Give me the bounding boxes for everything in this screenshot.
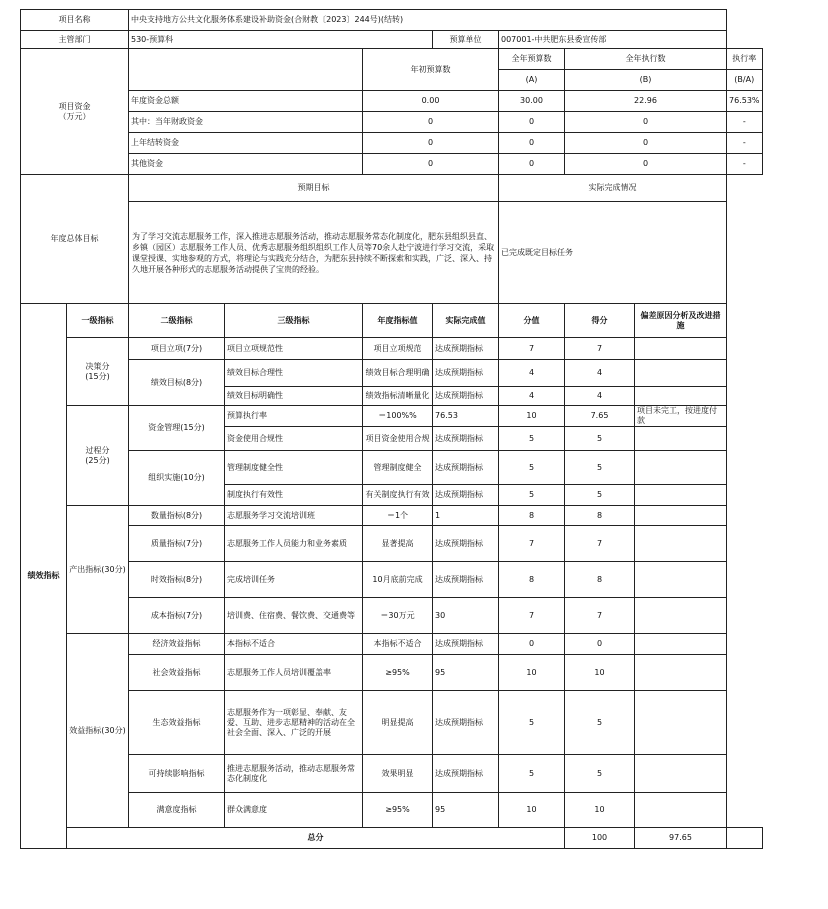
actual-cell: 95 [433,655,499,691]
score-cell: 10 [499,793,565,828]
got-cell: 5 [565,755,635,793]
expected-goal-text: 为了学习交流志愿服务工作，深入推进志愿服务活动，推动志愿服务常态化制度化，肥东县组织县直、乡镇（园区）志愿服务工作人员、优秀志愿服务组织组织工作人员等70余人赴宁波进行学习交流，采取课堂授课、实地参观的方式，将理论与实践充分结合，为肥东县持续不断探索和实践，广泛、深入、持久地开展各种形式的志愿服务活动提供了宝贵的经验。 [129,202,499,304]
l3-cell: 资金使用合规性 [225,427,363,451]
l3-cell: 推进志愿服务活动，推动志愿服务常态化制度化 [225,755,363,793]
got-cell: 7 [565,526,635,562]
col-b-header: (B) [565,70,727,91]
funds-row [21,112,763,133]
note-cell: 项目未完工，按进度付款 [635,406,727,427]
funds-blank [129,49,363,91]
note-cell [635,755,727,793]
note-cell [635,526,727,562]
funds-rate: - [727,133,763,154]
l3-cell: 管理制度健全性 [225,451,363,485]
funds-budget: 0 [499,133,565,154]
table-row [21,506,763,526]
note-cell [635,451,727,485]
actual-cell: 达成预期指标 [433,562,499,598]
funds-rate: - [727,154,763,175]
l2-fund-mgmt: 资金管理(15分) [129,406,225,451]
note-cell [635,562,727,598]
funds-exec: 0 [565,154,727,175]
funds-rate: 76.53% [727,91,763,112]
score-cell: 8 [499,562,565,598]
col-score-header: 分值 [499,304,565,338]
l2-org-impl: 组织实施(10分) [129,451,225,506]
note-cell [635,506,727,526]
table-row [21,691,763,755]
funds-exec: 0 [565,112,727,133]
got-cell: 0 [565,634,635,655]
actual-cell: 95 [433,793,499,828]
score-cell: 8 [499,506,565,526]
table-row [21,360,763,387]
total-note [727,828,763,849]
l3-cell: 绩效目标合理性 [225,360,363,387]
target-cell: 10月底前完成 [363,562,433,598]
l2-social: 社会效益指标 [129,655,225,691]
score-cell: 0 [499,634,565,655]
note-cell [635,793,727,828]
score-cell: 4 [499,360,565,387]
table-row [21,562,763,598]
score-cell: 5 [499,755,565,793]
l3-cell: 志愿服务工作人员培训覆盖率 [225,655,363,691]
actual-cell: 达成预期指标 [433,755,499,793]
l2-economic: 经济效益指标 [129,634,225,655]
l3-cell: 制度执行有效性 [225,485,363,506]
funds-row-label: 年度资金总额 [129,91,363,112]
target-cell: ≥95% [363,655,433,691]
l3-cell: 志愿服务作为一项彰显、奉献、友爱、互助、进步志愿精神的活动在全社会全面、深入、广泛的开展 [225,691,363,755]
target-cell: 效果明显 [363,755,433,793]
project-name-value: 中央支持地方公共文化服务体系建设补助资金(合财教〔2023〕244号)(结转) [129,10,727,31]
target-cell: 项目立项规范 [363,338,433,360]
actual-cell: 达成预期指标 [433,485,499,506]
score-cell: 4 [499,387,565,406]
col-full-exec-header: 全年执行数 [565,49,727,70]
actual-cell: 76.53 [433,406,499,427]
col-rate-header: 执行率 [727,49,763,70]
actual-cell: 达成预期指标 [433,338,499,360]
got-cell: 5 [565,691,635,755]
total-got: 97.65 [635,828,727,849]
target-cell: ＝1个 [363,506,433,526]
funds-initial: 0 [363,112,499,133]
goals-section-label: 年度总体目标 [21,175,129,304]
table-row [21,338,763,360]
funds-budget: 0 [499,112,565,133]
got-cell: 7.65 [565,406,635,427]
group-benefit: 效益指标(30分) [67,634,129,828]
funds-exec: 22.96 [565,91,727,112]
table-row [21,526,763,562]
actual-cell: 达成预期指标 [433,451,499,485]
l2-project-approval: 项目立项(7分) [129,338,225,360]
funds-budget: 0 [499,154,565,175]
target-cell: 管理制度健全 [363,451,433,485]
col-l2-header: 二级指标 [129,304,225,338]
l3-cell: 项目立项规范性 [225,338,363,360]
table-row [21,634,763,655]
col-initial-header: 年初预算数 [363,49,499,91]
got-cell: 7 [565,338,635,360]
dept-label: 主管部门 [21,31,129,49]
score-cell: 5 [499,451,565,485]
note-cell [635,598,727,634]
actual-cell: 达成预期指标 [433,387,499,406]
actual-cell: 30 [433,598,499,634]
funds-budget: 30.00 [499,91,565,112]
table-row [21,598,763,634]
got-cell: 10 [565,655,635,691]
performance-report [20,9,763,849]
got-cell: 8 [565,562,635,598]
unit-value: 007001-中共肥东县委宣传部 [499,31,727,49]
actual-cell: 达成预期指标 [433,526,499,562]
expected-goal-header: 预期目标 [129,175,499,202]
target-cell: 项目资金使用合规 [363,427,433,451]
l3-cell: 群众满意度 [225,793,363,828]
funds-section-label: 项目资金 （万元） [21,49,129,175]
l3-cell: 培训费、住宿费、餐饮费、交通费等 [225,598,363,634]
group-process: 过程分 (25分) [67,406,129,506]
col-l3-header: 三级指标 [225,304,363,338]
table-row [21,451,763,485]
actual-cell: 达成预期指标 [433,691,499,755]
actual-cell: 达成预期指标 [433,634,499,655]
target-cell: 绩效目标合理明确 [363,360,433,387]
performance-table [20,9,763,849]
got-cell: 4 [565,360,635,387]
funds-row-label: 其他资金 [129,154,363,175]
got-cell: 7 [565,598,635,634]
target-cell: ＝30万元 [363,598,433,634]
funds-row [21,154,763,175]
got-cell: 10 [565,793,635,828]
actual-cell: 1 [433,506,499,526]
dept-value: 530-预算科 [129,31,433,49]
actual-cell: 达成预期指标 [433,427,499,451]
total-score: 100 [565,828,635,849]
col-ba-header: (B/A) [727,70,763,91]
col-actual-header: 实际完成值 [433,304,499,338]
score-cell: 5 [499,427,565,451]
got-cell: 4 [565,387,635,406]
note-cell [635,485,727,506]
note-cell [635,655,727,691]
funds-rate: - [727,112,763,133]
funds-initial: 0 [363,133,499,154]
funds-row [21,91,763,112]
group-decision: 决策分 (15分) [67,338,129,406]
total-row [21,828,763,849]
funds-row [21,133,763,154]
l3-cell: 预算执行率 [225,406,363,427]
l3-cell: 完成培训任务 [225,562,363,598]
col-target-header: 年度指标值 [363,304,433,338]
actual-cell: 达成预期指标 [433,360,499,387]
score-cell: 5 [499,691,565,755]
got-cell: 8 [565,506,635,526]
l2-quality: 质量指标(7分) [129,526,225,562]
score-cell: 5 [499,485,565,506]
col-a-header: (A) [499,70,565,91]
l2-sustainable: 可持续影响指标 [129,755,225,793]
note-cell [635,360,727,387]
score-cell: 7 [499,526,565,562]
target-cell: 有关制度执行有效 [363,485,433,506]
target-cell: 显著提高 [363,526,433,562]
l2-ecological: 生态效益指标 [129,691,225,755]
col-l1-header: 一级指标 [67,304,129,338]
l3-cell: 绩效目标明确性 [225,387,363,406]
table-row [21,655,763,691]
target-cell: 明显提高 [363,691,433,755]
note-cell [635,427,727,451]
score-cell: 10 [499,655,565,691]
got-cell: 5 [565,485,635,506]
l2-satisfaction: 满意度指标 [129,793,225,828]
funds-initial: 0.00 [363,91,499,112]
indicators-section-label: 绩效指标 [21,304,67,849]
l3-cell: 志愿服务学习交流培训班 [225,506,363,526]
l3-cell: 志愿服务工作人员能力和业务素质 [225,526,363,562]
l2-cost: 成本指标(7分) [129,598,225,634]
col-full-budget-header: 全年预算数 [499,49,565,70]
note-cell [635,691,727,755]
l2-quantity: 数量指标(8分) [129,506,225,526]
score-cell: 7 [499,338,565,360]
actual-result-text: 已完成既定目标任务 [499,202,727,304]
l2-perf-goal: 绩效目标(8分) [129,360,225,406]
note-cell [635,387,727,406]
actual-result-header: 实际完成情况 [499,175,727,202]
got-cell: 5 [565,451,635,485]
unit-label: 预算单位 [433,31,499,49]
funds-initial: 0 [363,154,499,175]
project-name-label: 项目名称 [21,10,129,31]
table-row [21,755,763,793]
funds-row-label: 其中：当年财政资金 [129,112,363,133]
target-cell: ＝100%% [363,406,433,427]
table-row [21,406,763,427]
score-cell: 7 [499,598,565,634]
col-got-header: 得分 [565,304,635,338]
target-cell: 本指标不适合 [363,634,433,655]
funds-row-label: 上年结转资金 [129,133,363,154]
l2-timeliness: 时效指标(8分) [129,562,225,598]
note-cell [635,634,727,655]
funds-exec: 0 [565,133,727,154]
col-note-header: 偏差原因分析及改进措施 [635,304,727,338]
group-output: 产出指标(30分) [67,506,129,634]
total-label: 总分 [67,828,565,849]
l3-cell: 本指标不适合 [225,634,363,655]
target-cell: ≥95% [363,793,433,828]
got-cell: 5 [565,427,635,451]
score-cell: 10 [499,406,565,427]
note-cell [635,338,727,360]
target-cell: 绩效指标清晰量化 [363,387,433,406]
table-row [21,793,763,828]
